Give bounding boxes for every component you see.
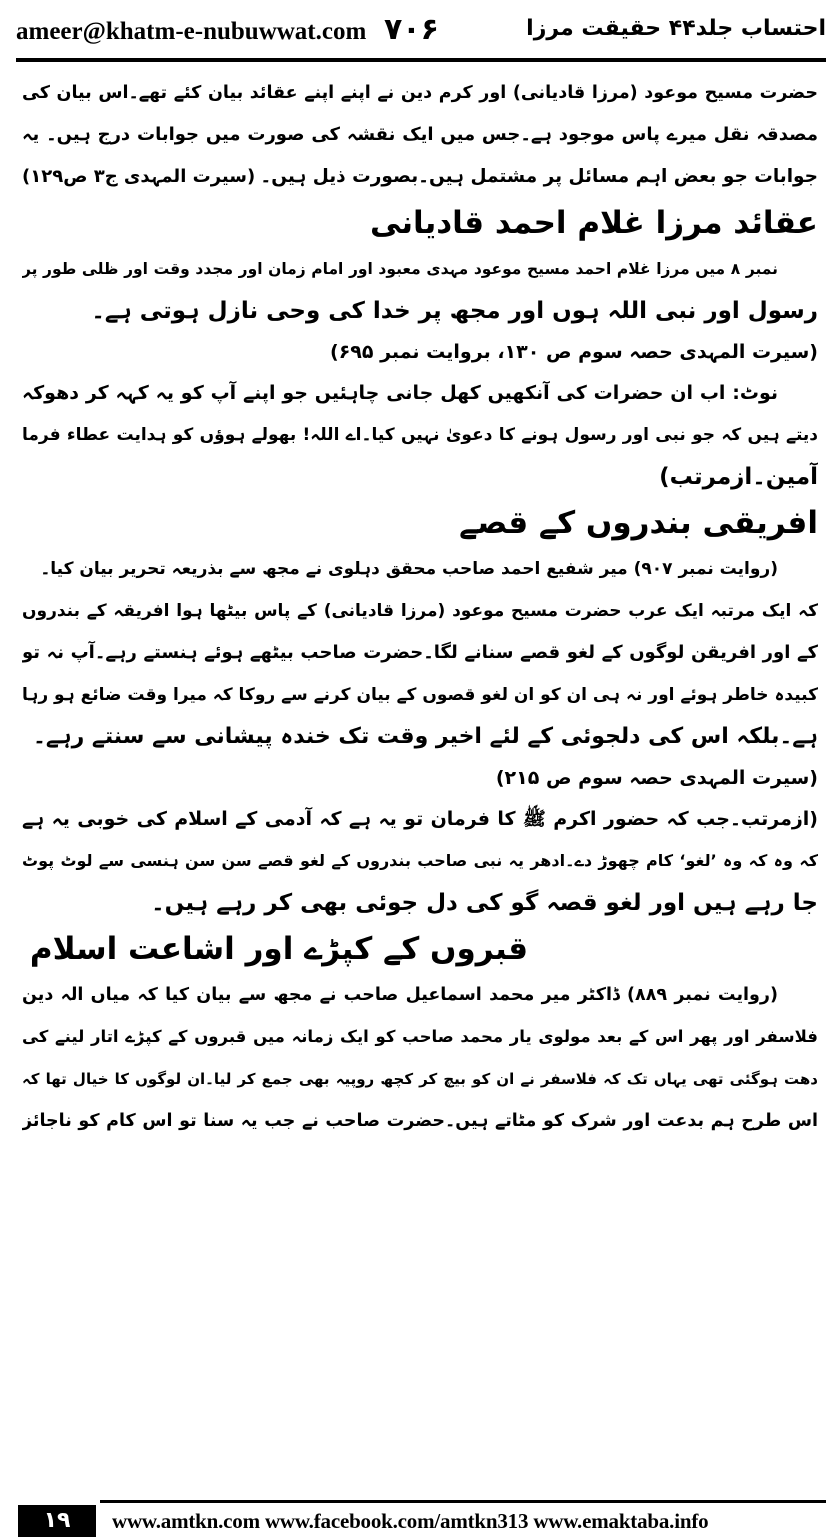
- text-line: نوٹ: اب ان حضرات کی آنکھیں کھل جانی چاہئیں جو اپنے آپ کو یہ کہہ کر دھوکہ: [22, 382, 778, 404]
- section-heading: افریقی بندروں کے قصے: [459, 505, 818, 541]
- reference: (سیرت المہدی حصہ سوم ص ۱۳۰، بروایت نمبر ۶۹۵): [330, 341, 818, 363]
- section-heading: عقائد مرزا غلام احمد قادیانی: [369, 205, 818, 241]
- text-line: جوابات جو بعض اہم مسائل پر مشتمل ہیں۔بصورت ذیل ہیں۔: [260, 166, 818, 187]
- header-rule: [16, 58, 826, 62]
- text-line-with-reference: [22, 156, 818, 198]
- text-line: کبیدہ خاطر ہوئے اور نہ ہی ان کو ان لغو قصوں کے بیان کرنے سے روکا کہ میرا وقت ضائع ہو رہا: [22, 685, 818, 705]
- text-line: دھت ہوگئی تھی یہاں تک کہ فلاسفر نے ان کو بیچ کر کچھ روپیہ بھی جمع کر لیا۔ان لوگوں کا خیال تھا کہ: [22, 1070, 818, 1088]
- text-line: آمین۔ازمرتب): [659, 464, 818, 490]
- section-heading: قبروں کے کپڑے اور اشاعت اسلام: [29, 931, 528, 967]
- footer-links: www.amtkn.com www.facebook.com/amtkn313 www.emaktaba.info: [112, 1509, 709, 1533]
- text-line: کہ وہ کہ وہ ’لغو‘ کام چھوڑ دے۔ادھر یہ نبی صاحب بندروں کے لغو قصے سن سن ہنسی سے لوٹ پوٹ: [22, 851, 818, 870]
- text-line: جا رہے ہیں اور لغو قصہ گو کی دل جوئی بھی کر رہے ہیں۔: [151, 890, 818, 916]
- text-line: دیتے ہیں کہ جو نبی اور رسول ہونے کا دعویٰ نہیں کیا۔اے اللہ! بھولے ہوؤں کو ہدایت عطاء فرما: [22, 425, 818, 445]
- text-line: فلاسفر اور پھر اس کے بعد مولوی یار محمد صاحب کو ایک زمانہ میں قبروں کے کپڑے اتار لینے کی: [22, 1027, 818, 1046]
- header-email: ameer@khatm-e-nubuwwat.com: [16, 18, 367, 45]
- text-line: رسول اور نبی اللہ ہوں اور مجھ پر خدا کی وحی نازل ہوتی ہے۔: [91, 298, 818, 324]
- text-line: کے اور افریقن لوگوں کے لغو قصے سنانے لگا۔حضرت صاحب بیٹھے ہوئے ہنستے رہے۔آپ نہ تو: [22, 642, 818, 663]
- text-line: حضرت مسیح موعود (مرزا قادیانی) اور کرم دین نے اپنے اپنے عقائد بیان کئے تھے۔اس بیان کی: [22, 83, 818, 103]
- reference: (سیرت المہدی حصہ سوم ص ۲۱۵): [495, 767, 818, 789]
- header-page-number: ۷۰۶: [384, 12, 439, 47]
- text-line: ہے۔بلکہ اس کی دلجوئی کے لئے اخیر وقت تک خندہ پیشانی سے سنتے رہے۔: [32, 724, 818, 749]
- text-line: (ازمرتب۔جب کہ حضور اکرم ﷺ کا فرمان تو یہ ہے کہ آدمی کے اسلام کی خوبی یہ ہے: [22, 808, 818, 830]
- reference: (سیرت المہدی ج۳ ص۱۲۹): [22, 166, 256, 187]
- footer-rule: [100, 1500, 826, 1503]
- text-line: (روایت نمبر ۹۰۷) میر شفیع احمد صاحب محقق دہلوی نے مجھ سے بذریعہ تحریر بیان کیا۔: [40, 559, 778, 579]
- text-line: کہ ایک مرتبہ ایک عرب حضرت مسیح موعود (مرزا قادیانی) کے پاس بیٹھا ہوا افریقہ کے بندروں: [22, 601, 818, 621]
- page-body: [22, 72, 818, 1142]
- header-book-title: احتساب جلد۴۴ حقیقت مرزا: [526, 16, 826, 41]
- footer-page-badge: ۱۹: [18, 1505, 96, 1537]
- text-line: اس طرح ہم بدعت اور شرک کو مٹاتے ہیں۔حضرت صاحب نے جب یہ سنا تو اس کام کو ناجائز: [22, 1111, 818, 1131]
- text-line: (روایت نمبر ۸۸۹) ڈاکٹر میر محمد اسماعیل صاحب نے مجھ سے بیان کیا کہ میاں الہ دین: [22, 985, 778, 1005]
- text-line: نمبر ۸ میں مرزا غلام احمد مسیح موعود مہدی معبود اور امام زمان اور مجدد وقت اور ظلی طور پر: [22, 260, 778, 278]
- page-header: [16, 6, 826, 54]
- text-line: مصدقہ نقل میرے پاس موجود ہے۔جس میں ایک نقشہ کی صورت میں جوابات درج ہیں۔ یہ: [22, 124, 818, 145]
